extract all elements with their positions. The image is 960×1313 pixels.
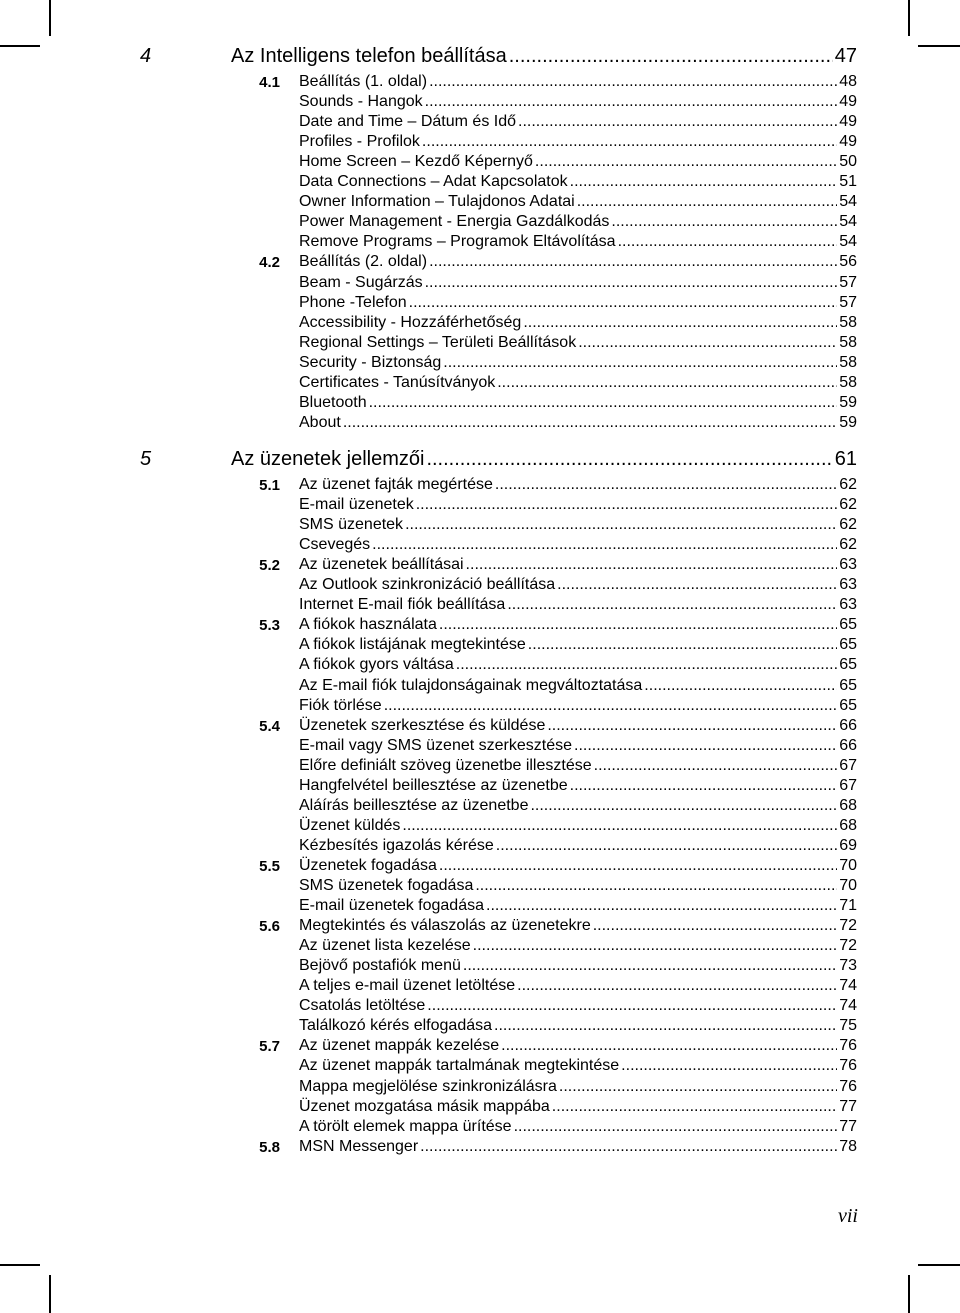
toc-entry-label: Csevegés — [299, 536, 371, 554]
toc-entry — [299, 133, 857, 151]
toc-entry-page: 62 — [839, 476, 857, 493]
toc-section-row[interactable] — [0, 253, 960, 273]
toc-subsection-row[interactable] — [0, 1098, 960, 1118]
toc-entry — [299, 233, 857, 251]
toc-leader-dots — [530, 797, 837, 815]
toc-entry — [299, 596, 857, 614]
toc-leader-dots — [518, 113, 837, 131]
toc-entry-label: E-mail vagy SMS üzenet szerkesztése — [299, 736, 572, 754]
toc-section-row[interactable] — [0, 1037, 960, 1057]
toc-chapter-title: Az Intelligens telefon beállítása — [231, 45, 507, 67]
toc-entry — [299, 354, 857, 372]
toc-subsection-row[interactable] — [0, 153, 960, 173]
toc-subsection-row[interactable] — [0, 173, 960, 193]
toc-entry-label: SMS üzenetek fogadása — [299, 877, 474, 894]
toc-entry — [299, 334, 857, 352]
toc-entry-label: Az üzenet mappák kezelése — [299, 1037, 500, 1055]
toc-entry — [299, 616, 857, 634]
toc-subsection-row[interactable] — [0, 937, 960, 957]
toc-subsection-row[interactable] — [0, 877, 960, 897]
toc-section-row[interactable] — [0, 556, 960, 576]
toc-entry-page: 58 — [839, 313, 857, 331]
toc-entry-page: 78 — [839, 1137, 857, 1155]
toc-entry-page: 68 — [839, 816, 857, 834]
toc-entry-label: Profiles - Profilok — [299, 133, 420, 151]
toc-entry-label: About — [299, 413, 341, 431]
toc-section-row[interactable] — [0, 1138, 960, 1158]
toc-leader-dots — [486, 897, 837, 915]
toc-leader-dots — [570, 777, 838, 795]
toc-leader-dots — [429, 73, 837, 91]
toc-entry — [299, 253, 857, 271]
toc-entry-label: Regional Settings – Területi Beállítások — [299, 333, 577, 351]
toc-subsection-row[interactable] — [0, 677, 960, 697]
toc-section-number: 5.8 — [259, 1138, 280, 1156]
toc-leader-dots — [416, 496, 837, 514]
toc-entry-label: Előre definiált szöveg üzenetbe illesztése — [299, 756, 592, 774]
toc-leader-dots — [618, 233, 838, 251]
toc-entry-label: A teljes e-mail üzenet letöltése — [299, 977, 516, 995]
toc-entry-label: Beam - Sugárzás — [299, 273, 423, 291]
toc-entry-page: 54 — [839, 213, 857, 231]
toc-entry-page: 70 — [839, 856, 857, 874]
toc-leader-dots — [456, 656, 837, 674]
toc-subsection-row[interactable] — [0, 233, 960, 253]
toc-section-row[interactable] — [0, 717, 960, 737]
crop-mark-bottom-right-horizontal — [918, 1264, 960, 1266]
toc-section-row[interactable] — [0, 73, 960, 93]
toc-entry — [299, 877, 857, 895]
toc-entry-label: Internet E-mail fiók beállítása — [299, 596, 506, 614]
toc-entry-page: 62 — [839, 536, 857, 554]
toc-leader-dots — [426, 448, 832, 471]
toc-entry-label: Security - Biztonság — [299, 353, 442, 371]
toc-entry-page: 76 — [839, 1037, 857, 1055]
toc-entry-label: E-mail üzenetek — [299, 496, 414, 514]
toc-entry-page: 77 — [839, 1117, 857, 1135]
toc-subsection-row[interactable] — [0, 536, 960, 556]
toc-entry — [299, 274, 857, 292]
toc-section-number: 5.3 — [259, 617, 280, 635]
toc-entry-page: 76 — [839, 1057, 857, 1075]
toc-entry — [299, 153, 857, 171]
toc-leader-dots — [547, 717, 837, 735]
toc-subsection-row[interactable] — [0, 354, 960, 374]
toc-entry-label: Data Connections – Adat Kapcsolatok — [299, 173, 568, 191]
toc-leader-dots — [439, 616, 837, 634]
toc-entry-label: Beállítás (1. oldal) — [299, 73, 428, 90]
toc-subsection-row[interactable] — [0, 777, 960, 797]
toc-entry-page: 72 — [839, 937, 857, 955]
toc-subsection-row[interactable] — [0, 837, 960, 857]
toc-leader-dots — [497, 374, 837, 392]
toc-leader-dots — [369, 394, 838, 412]
toc-entry-page: 58 — [839, 373, 857, 391]
toc-entry — [299, 576, 857, 594]
toc-subsection-row[interactable] — [0, 797, 960, 817]
toc-entry-page: 65 — [839, 676, 857, 694]
toc-leader-dots — [425, 274, 838, 292]
toc-entry-page: 49 — [839, 93, 857, 111]
toc-leader-dots — [577, 193, 837, 211]
toc-entry — [299, 516, 857, 534]
toc-entry-page: 58 — [839, 333, 857, 351]
toc-leader-dots — [439, 857, 837, 875]
toc-leader-dots — [496, 837, 837, 855]
toc-entry — [299, 213, 857, 231]
toc-subsection-row[interactable] — [0, 274, 960, 294]
toc-entry — [299, 1037, 857, 1055]
toc-entry — [299, 777, 857, 795]
toc-entry-page: 65 — [839, 616, 857, 634]
toc-entry-page: 66 — [839, 716, 857, 734]
toc-subsection-row[interactable] — [0, 1118, 960, 1138]
toc-entry — [299, 917, 857, 935]
toc-entry-label: A fiókok használata — [299, 616, 437, 634]
toc-section-number: 5.5 — [259, 857, 280, 875]
toc-entry-label: Üzenetek fogadása — [299, 856, 437, 874]
toc-leader-dots — [405, 516, 837, 534]
toc-leader-dots — [559, 1078, 837, 1096]
toc-leader-dots — [425, 93, 838, 111]
toc-entry-page: 54 — [839, 233, 857, 251]
toc-entry-label: Home Screen – Kezdő Képernyő — [299, 153, 533, 171]
toc-subsection-row[interactable] — [0, 596, 960, 616]
toc-chapter-entry — [231, 45, 857, 68]
toc-subsection-row[interactable] — [0, 817, 960, 837]
toc-leader-dots — [494, 1017, 837, 1035]
toc-section-row[interactable] — [0, 476, 960, 496]
toc-subsection-row[interactable] — [0, 93, 960, 113]
toc-chapter-title: Az üzenetek jellemzői — [231, 448, 425, 470]
toc-entry-label: Remove Programs – Programok Eltávolítása — [299, 233, 616, 251]
toc-entry — [299, 937, 857, 955]
toc-subsection-row[interactable] — [0, 394, 960, 414]
page-folio: vii — [838, 1205, 858, 1227]
toc-entry-page: 69 — [839, 836, 857, 854]
toc-entry — [299, 817, 857, 835]
toc-entry-label: Az E-mail fiók tulajdonságainak megváltoztatása — [299, 676, 643, 694]
toc-entry-label: Üzenet küldés — [299, 816, 401, 834]
toc-entry — [299, 1017, 857, 1035]
crop-mark-bottom-left-horizontal — [0, 1264, 40, 1266]
toc-subsection-row[interactable] — [0, 757, 960, 777]
toc-entry — [299, 977, 857, 995]
toc-entry-label: Hangfelvétel beillesztése az üzenetbe — [299, 776, 568, 794]
toc-subsection-row[interactable] — [0, 1017, 960, 1037]
toc-entry — [299, 717, 857, 735]
toc-leader-dots — [570, 173, 838, 191]
toc-entry-label: Üzenetek szerkesztése és küldése — [299, 716, 546, 734]
toc-chapter-row[interactable] — [0, 448, 960, 474]
toc-entry — [299, 997, 857, 1015]
toc-section-number: 5.6 — [259, 918, 280, 936]
toc-leader-dots — [372, 536, 837, 554]
toc-entry — [299, 536, 857, 554]
toc-entry-page: 57 — [839, 273, 857, 291]
toc-entry — [299, 476, 857, 494]
toc-entry-page: 66 — [839, 736, 857, 754]
toc-subsection-row[interactable] — [0, 697, 960, 717]
toc-subsection-row[interactable] — [0, 374, 960, 394]
toc-subsection-row[interactable] — [0, 957, 960, 977]
toc-entry-page: 74 — [839, 997, 857, 1015]
toc-entry — [299, 173, 857, 191]
toc-entry-label: Megtekintés és válaszolás az üzenetekre — [299, 917, 591, 935]
toc-leader-dots — [427, 997, 837, 1015]
toc-entry-page: 67 — [839, 776, 857, 794]
toc-entry — [299, 837, 857, 855]
toc-subsection-row[interactable] — [0, 897, 960, 917]
toc-entry — [299, 857, 857, 875]
toc-entry-label: E-mail üzenetek fogadása — [299, 897, 484, 915]
crop-mark-top-right-vertical — [908, 0, 910, 36]
toc-subsection-row[interactable] — [0, 1057, 960, 1077]
toc-entry-label: Kézbesítés igazolás kérése — [299, 836, 494, 854]
toc-section-number: 5.1 — [259, 477, 280, 494]
toc-entry-label: Aláírás beillesztése az üzenetbe — [299, 796, 529, 814]
toc-subsection-row[interactable] — [0, 636, 960, 656]
toc-chapter-number: 4 — [140, 45, 152, 67]
toc-leader-dots — [557, 576, 837, 594]
toc-leader-dots — [420, 1138, 837, 1156]
toc-leader-dots — [574, 737, 837, 755]
toc-leader-dots — [594, 757, 838, 775]
toc-entry — [299, 636, 857, 654]
toc-entry-page: 65 — [839, 696, 857, 714]
toc-entry-label: Power Management - Energia Gazdálkodás — [299, 213, 610, 231]
toc-entry — [299, 394, 857, 412]
toc-entry — [299, 496, 857, 514]
toc-entry-label: Date and Time – Dátum és Idő — [299, 113, 516, 131]
toc-entry-label: Accessibility - Hozzáférhetőség — [299, 313, 522, 331]
toc-entry-page: 57 — [839, 293, 857, 311]
toc-entry-page: 54 — [839, 193, 857, 211]
toc-leader-dots — [422, 133, 837, 151]
toc-entry-label: Bluetooth — [299, 393, 367, 411]
toc-entry-page: 65 — [839, 656, 857, 674]
toc-subsection-row[interactable] — [0, 213, 960, 233]
toc-leader-dots — [593, 917, 837, 935]
toc-entry-page: 56 — [839, 253, 857, 271]
toc-subsection-row[interactable] — [0, 977, 960, 997]
toc-entry-page: 59 — [839, 393, 857, 411]
toc-section-number: 5.7 — [259, 1038, 280, 1056]
crop-mark-top-left-vertical — [49, 0, 51, 36]
toc-leader-dots — [443, 354, 837, 372]
toc-entry-page: 72 — [839, 917, 857, 935]
toc-entry-label: MSN Messenger — [299, 1137, 419, 1155]
toc-entry-label: Üzenet mozgatása másik mappába — [299, 1097, 550, 1115]
toc-entry-label: Csatolás letöltése — [299, 997, 426, 1015]
toc-leader-dots — [402, 817, 837, 835]
toc-leader-dots — [495, 476, 837, 494]
toc-leader-dots — [473, 937, 838, 955]
toc-subsection-row[interactable] — [0, 294, 960, 314]
toc-entry-page: 74 — [839, 977, 857, 995]
toc-section-row[interactable] — [0, 917, 960, 937]
toc-leader-dots — [409, 294, 838, 312]
toc-entry — [299, 556, 857, 574]
toc-entry — [299, 374, 857, 392]
toc-entry-label: SMS üzenetek — [299, 516, 404, 534]
toc-entry-page: 58 — [839, 353, 857, 371]
toc-chapter-entry — [231, 448, 857, 471]
toc-entry-label: Sounds - Hangok — [299, 93, 423, 111]
toc-leader-dots — [501, 1037, 837, 1055]
toc-entry-page: 59 — [839, 413, 857, 431]
toc-entry — [299, 757, 857, 775]
toc-entry-page: 70 — [839, 877, 857, 894]
toc-section-number: 5.4 — [259, 717, 280, 735]
toc-entry-page: 49 — [839, 113, 857, 131]
toc-entry-page: 75 — [839, 1017, 857, 1035]
toc-chapter-row[interactable] — [0, 45, 960, 71]
toc-entry — [299, 294, 857, 312]
toc-leader-dots — [523, 314, 837, 332]
toc-leader-dots — [384, 697, 838, 715]
toc-entry-page: 62 — [839, 496, 857, 514]
toc-section-number: 5.2 — [259, 557, 280, 575]
toc-subsection-row[interactable] — [0, 1078, 960, 1098]
toc-leader-dots — [528, 636, 837, 654]
toc-entry — [299, 957, 857, 975]
toc-entry-label: Az üzenet fajták megértése — [299, 476, 493, 493]
toc-leader-dots — [475, 877, 837, 895]
toc-entry-page: 68 — [839, 796, 857, 814]
toc-subsection-row[interactable] — [0, 113, 960, 133]
toc-entry-label: Az üzenet lista kezelése — [299, 937, 471, 955]
toc-entry-label: A törölt elemek mappa ürítése — [299, 1117, 512, 1135]
toc-entry-page: 50 — [839, 153, 857, 171]
toc-entry-page: 49 — [839, 133, 857, 151]
toc-entry — [299, 737, 857, 755]
toc-entry-label: Certificates - Tanúsítványok — [299, 373, 496, 391]
toc-entry-page: 76 — [839, 1077, 857, 1095]
toc-entry-page: 67 — [839, 756, 857, 774]
toc-entry-label: Az üzenet mappák tartalmának megtekintése — [299, 1057, 620, 1075]
toc-entry-page: 77 — [839, 1097, 857, 1115]
toc-section-number: 4.2 — [259, 254, 280, 272]
toc-entry-page: 63 — [839, 596, 857, 614]
toc-leader-dots — [611, 213, 837, 231]
toc-chapter-page: 61 — [834, 448, 857, 470]
toc-section-row[interactable] — [0, 616, 960, 636]
toc-leader-dots — [535, 153, 837, 171]
toc-leader-dots — [578, 334, 837, 352]
toc-entry-page: 73 — [839, 957, 857, 975]
toc-leader-dots — [621, 1057, 837, 1075]
toc-entry-label: Mappa megjelölése szinkronizálásra — [299, 1077, 557, 1095]
toc-subsection-row[interactable] — [0, 314, 960, 334]
toc-entry-label: Fiók törlése — [299, 696, 382, 714]
toc-entry — [299, 414, 857, 432]
toc-entry — [299, 73, 857, 91]
toc-entry-label: Phone -Telefon — [299, 293, 407, 311]
toc-entry-page: 63 — [839, 576, 857, 594]
toc-leader-dots — [466, 556, 838, 574]
toc-leader-dots — [463, 957, 837, 975]
toc-subsection-row[interactable] — [0, 516, 960, 536]
toc-subsection-row[interactable] — [0, 414, 960, 434]
toc-entry — [299, 1057, 857, 1075]
toc-entry-page: 51 — [839, 173, 857, 191]
toc-entry — [299, 113, 857, 131]
toc-subsection-row[interactable] — [0, 656, 960, 676]
toc-section-row[interactable] — [0, 857, 960, 877]
crop-mark-bottom-right-vertical — [908, 1275, 910, 1313]
toc-entry — [299, 193, 857, 211]
toc-entry-page: 63 — [839, 556, 857, 574]
crop-mark-bottom-left-vertical — [49, 1275, 51, 1313]
toc-entry — [299, 314, 857, 332]
toc-entry — [299, 677, 857, 695]
toc-chapter-page: 47 — [834, 45, 857, 67]
toc-entry-page: 48 — [839, 73, 857, 90]
toc-leader-dots — [517, 977, 837, 995]
toc-entry-page: 65 — [839, 636, 857, 654]
toc-leader-dots — [552, 1098, 837, 1116]
toc-subsection-row[interactable] — [0, 334, 960, 354]
toc-entry — [299, 1118, 857, 1136]
toc-entry-label: A fiókok listájának megtekintése — [299, 636, 526, 654]
toc-subsection-row[interactable] — [0, 576, 960, 596]
toc-leader-dots — [509, 45, 833, 68]
toc-entry-label: Beállítás (2. oldal) — [299, 253, 428, 271]
toc-entry-page: 62 — [839, 516, 857, 534]
toc-subsection-row[interactable] — [0, 496, 960, 516]
toc-subsection-row[interactable] — [0, 193, 960, 213]
toc-entry-page: 71 — [839, 897, 857, 915]
toc-entry-label: Bejövő postafiók menü — [299, 957, 461, 975]
toc-entry-label: Az üzenetek beállításai — [299, 556, 464, 574]
toc-section-number: 4.1 — [259, 74, 280, 91]
toc-entry — [299, 897, 857, 915]
toc-entry — [299, 1078, 857, 1096]
toc-entry-label: Owner Information – Tulajdonos Adatai — [299, 193, 575, 211]
toc-leader-dots — [514, 1118, 838, 1136]
toc-leader-dots — [644, 677, 837, 695]
toc-entry — [299, 93, 857, 111]
toc-entry — [299, 797, 857, 815]
toc-subsection-row[interactable] — [0, 133, 960, 153]
toc-entry-label: Találkozó kérés elfogadása — [299, 1017, 493, 1035]
toc-chapter-number: 5 — [140, 448, 152, 470]
toc-leader-dots — [343, 414, 837, 432]
toc-leader-dots — [429, 253, 837, 271]
toc-entry-label: Az Outlook szinkronizáció beállítása — [299, 576, 556, 594]
toc-entry — [299, 1138, 857, 1156]
toc-entry-label: A fiókok gyors váltása — [299, 656, 454, 674]
toc-subsection-row[interactable] — [0, 997, 960, 1017]
toc-subsection-row[interactable] — [0, 737, 960, 757]
toc-entry — [299, 697, 857, 715]
toc-entry — [299, 1098, 857, 1116]
toc-entry — [299, 656, 857, 674]
toc-leader-dots — [507, 596, 837, 614]
